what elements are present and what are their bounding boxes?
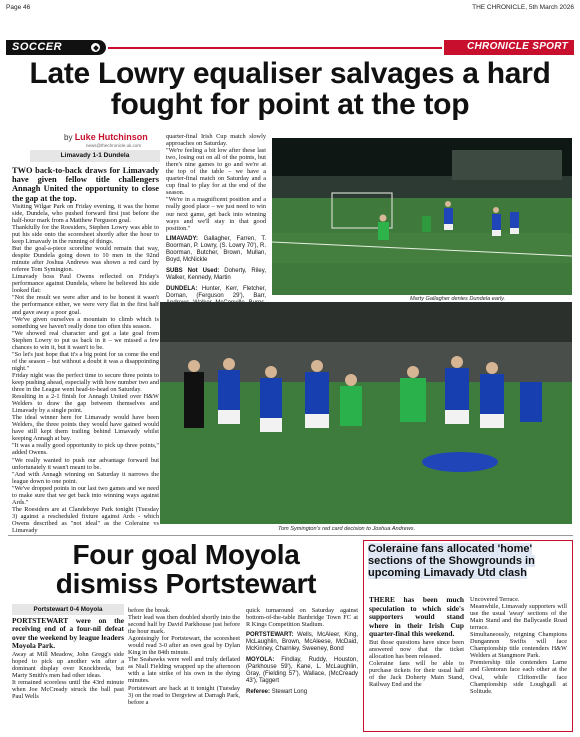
story2-score: Portstewart 0-4 Moyola	[12, 604, 124, 615]
match-photo-goalkeeper	[272, 138, 572, 295]
story1-headline: Late Lowry equaliser salvages a hard fought for point at the top	[29, 57, 551, 121]
soccer-tab	[6, 40, 106, 55]
caption-photo1: Marty Gallagher denies Dundela early.	[410, 296, 506, 302]
brand-tab	[444, 40, 574, 55]
page-header	[6, 2, 574, 14]
story2-col2: before the break. Their lead was then doubled shortly into the second half by David Parkhouse just before the hour mark. Agonisingly for Portstewart, the scoresheet would read 3-0 after an own goal by Dylan King in the 84th minute. The Seahawks were well and truly deflated as Niall Fielding wrapped up the afternoon with a late strike of his own in the dying minutes. Portstewart are back at it tonight (Tuesday 3) on the road to Dergview at Darragh Park, before a	[128, 607, 240, 706]
divider	[108, 47, 442, 49]
photo-illustration	[160, 302, 572, 524]
match-photo-red-card	[160, 302, 572, 524]
story3-headline: Coleraine fans allocated 'home' sections of the Showgrounds in upcoming Limavady Utd clash	[368, 543, 535, 580]
story2-headline: Four goal Moyola dismiss Portstewart	[55, 539, 317, 599]
author-email: news@thechronicle.uk.com	[86, 143, 142, 148]
photo-illustration	[272, 138, 572, 295]
story3-col2: Uncovered Terrace. Meanwhile, Limavady supporters will use the usual 'away' sections of the Main Stand and the Ballycastle Road terrace. Simultaneously, reigning Champions Dungannon Swifts will face Championship title contenders H&W Welders at Stangmore Park. Premiership title contenders Larne and Glentoran face each other at the Oval, while Cliftonville face Championship side Loughgall at Solitude.	[470, 596, 567, 695]
section-label: SOCCER	[12, 41, 63, 53]
football-icon	[90, 42, 101, 53]
story1-col2: quarter-final Irish Cup match slowly approaches on Saturday. "We're feeling a bit low after these last two, losing out on all of the points, but there's nine games to go and we're at the top of the table – we have a quarter-final match on Saturday and a cup final to play for at the end of the season. "We're in a magnificent position and a really good place – we just need to win our next game, get back into winning ways and we'll stay in that good position." LIMAVADY: Gallagher, Farren, T. Boorman, P. Lowry, (S. Lowry 70'), R. Boorman, Butcher, Brown, Mullan, Boyd, McNickle SUBS Not Used: Doherty, Riley, Walker, Kennedy, Martin DUNDELA: Hunter, Kerr, Fletcher, Dornan, (Ferguson 29'), Barr,	[166, 133, 266, 299]
story1-score: Limavady 1-1 Dundela	[30, 150, 160, 162]
page-number: Page 46	[6, 4, 31, 11]
story1-col1: TWO back-to-back draws for Limavady have given fellow title challengers Annagh United the opportunity to close the gap at the top. Visiting Wilgar Park on Friday evening, it was the home side, Dundela, who pushed forward first just before the half-hour mark from a Matthew Ferguson goal. Thankfully for the Roesiders, Stephen Lowry was able to put his side onto the scoresheet shortly after the hour to keep Limavady in the running of things. But the goal-a-piece scoreline would remain that way, despite Dundela going down to 10 men in the 92nd minute after Joshua Andrews was shown a red card by referee Tom Symington. Limavady boss Paul Owens reflected on Friday's performance against Dundela, where he believed his side looked flat: "Not the result we were after and to be honest it wasn't the performance either, we were very flat in the first half and gave away a poor goal. "We've given ourselves a mountain to climb which is something we haven't really done too often this season. "We showed real character and got a late goal from Stephen Lowry to put us back in it – we missed a few chances to win it, but it wasn't to be. "So let's just hope that it's a big point for us come the end of the season – but without a doubt it was a disappointing night." Friday night was the perfect time to secure three points to keep pushing ahead, especially with how number two and three in the League went head-to-head on Saturday. Resulting in a 2-1 finish for Annagh United over H&W Welders to draw the gap between themselves and Limavady by a single point. The ideal winner here for Limavady would have been Welders, the three points they would have gained would have still kept them trailing behind Limavady whilst keeping Annagh at bay. "It was a really good opportunity to pick up three points," added Owens. "We really wanted to push our advantage forward but unfortunately it wasn't meant to be. "And with Annagh winning on Saturday it narrows the league down to one point. "We've dropped points in our last two games and we need to make sure that we get back into winning ways against Ards." The Roesiders are at Clandeboye Park tonight (Tuesday 3) against a rescheduled fixture against Ards - which Owens described as "not ideal" as the Coleraine vs Limavady	[12, 166, 159, 534]
section-banner	[6, 40, 574, 55]
author-name: Luke Hutchinson	[74, 132, 148, 142]
byline: by Luke Hutchinson	[64, 132, 148, 142]
caption-photo2: Tom Symington's red card decision to Joshua Andrews.	[278, 526, 416, 532]
brand-label: CHRONICLE SPORT	[467, 41, 568, 52]
divider	[8, 535, 573, 536]
story2-col1: PORTSTEWART were on the receiving end of a four-nil defeat over the weekend by league leaders Moyola Park. Away at Mill Meadow, John Gregg's side hoped to pick up another win after a dominant display over Knockbreda, but Marty Smith's men had other ideas. It remained scoreless until the 43rd minute when Joe McCready struck the ball past Paul Wells	[12, 616, 124, 700]
story2-col3: quick turnaround on Saturday against bottom-of-the-table Banbridge Town FC at R Kings Competition Stadium. PORTSTEWART: Wells, McAleer, King, McLaughlin, Brown, McAleese, McDaid, McKinney, Charnley, Sweeney, Bond MOYOLA: Findlay, Ruddy, Houston, (Parkhouse 59'), Kane, L. McLaughlin, Gray, (Fielding 57'), Wallace, (McCready 43'), Taggert Referee: Stewart Long	[246, 607, 359, 696]
paper-date: THE CHRONICLE, 5th March 2026	[472, 4, 574, 11]
story3-col1: THERE has been much speculation to which side's supporters would stand where in their Irish Cup quarter-final this weekend. But those questions have since been answered now that the ticket allocation has been released. Coleraine fans will be able to purchase tickets for their usual half of the Jack Doherty Main Stand, Railway End and the	[369, 595, 464, 689]
